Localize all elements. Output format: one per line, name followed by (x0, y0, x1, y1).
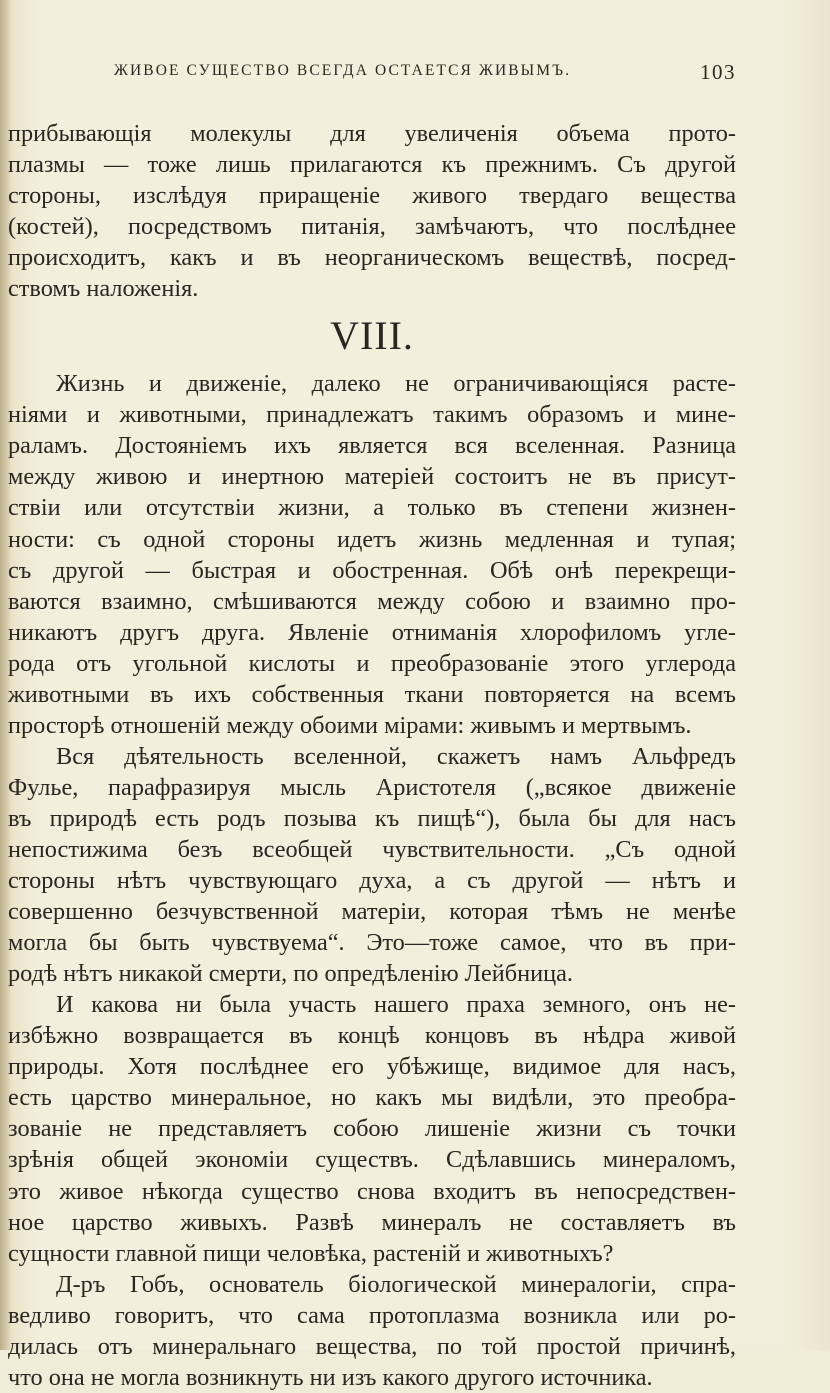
text-line: ности: съ одной стороны идетъ жизнь медленная и тупая; (8, 525, 736, 553)
text-line: избѣжно возвращается въ концѣ концовъ въ нѣдра живой (8, 1022, 736, 1050)
text-line: И какова ни была участь нашего праха земного, онъ не- (56, 991, 736, 1019)
text-line: ніями и животными, принадлежатъ такимъ образомъ и мине- (8, 401, 736, 429)
text-line: никаютъ другъ друга. Явленіе отниманія хлорофиломъ угле- (8, 618, 736, 646)
text-line: родѣ нѣтъ никакой смерти, по опредѣленію Лейбница. (8, 960, 573, 988)
page-number: 103 (700, 60, 736, 84)
text-line: дилась отъ минеральнаго вещества, по той простой причинѣ, (8, 1332, 736, 1360)
text-line: съ другой — быстрая и обостренная. Обѣ онѣ перекрещи- (8, 556, 736, 584)
text-line: совершенно безчувственной матеріи, которая тѣмъ не менѣе (8, 898, 736, 926)
text-line: плазмы — тоже лишь прилагаются къ прежнимъ. Съ другой (8, 151, 736, 179)
text-line: сущности главной пищи человѣка, растеній и животныхъ? (8, 1239, 614, 1267)
page-header (114, 62, 736, 90)
text-line: ствіи или отсутствіи жизни, а только въ степени жизнен- (8, 494, 736, 522)
text-line: стороны, изслѣдуя приращеніе живого твердаго вещества (8, 182, 736, 210)
text-line: стороны нѣтъ чувствующаго духа, а съ другой — нѣтъ и (8, 867, 736, 895)
text-line: рода отъ угольной кислоты и преобразованіе этого углерода (8, 649, 736, 677)
text-line: (костей), посредствомъ питанія, замѣчаютъ, что послѣднее (8, 213, 736, 241)
text-line: есть царство минеральное, но какъ мы видѣли, это преобра- (8, 1084, 736, 1112)
text-line: прибывающія молекулы для увеличенія объема прото- (8, 120, 736, 147)
text-line: Вся дѣятельность вселенной, скажетъ намъ Альфредъ (56, 742, 736, 770)
text-line: зрѣнія общей экономіи существъ. Сдѣлавшись минераломъ, (8, 1146, 736, 1174)
text-line: ствомъ наложенія. (8, 275, 199, 303)
text-line: это живое нѣкогда существо снова входитъ въ непосредствен- (8, 1177, 736, 1205)
text-line: природы. Хотя послѣднее его убѣжище, видимое для насъ, (8, 1053, 736, 1081)
running-title: ЖИВОЕ СУЩЕСТВО ВСЕГДА ОСТАЕТСЯ ЖИВЫМЪ. (114, 62, 572, 79)
text-line: что она не могла возникнуть ни изъ какого другого источника. (8, 1363, 653, 1391)
text-line: просторѣ отношеній между обоими мірами: живымъ и мертвымъ. (8, 711, 692, 739)
text-line: раламъ. Достояніемъ ихъ является вся вселенная. Разница (8, 432, 736, 460)
text-line: ваются взаимно, смѣшиваются между собою и взаимно про- (8, 587, 736, 615)
text-line: непостижима безъ всеобщей чувствительности. „Съ одной (8, 835, 736, 863)
text-line: могла бы быть чувствуема“. Это—тоже самое, что въ при- (8, 929, 736, 957)
body-text (8, 118, 736, 1393)
text-line: животными въ ихъ собственныя ткани повторяется на всемъ (8, 680, 736, 708)
text-line: Жизнь и движеніе, далеко не ограничивающіяся расте- (56, 370, 736, 398)
text-line: ведливо говоритъ, что сама протоплазма возникла или ро- (8, 1301, 736, 1329)
text-line: зованіе не представляетъ собою лишеніе жизни съ точки (8, 1115, 736, 1143)
text-line: въ природѣ есть родъ позыва къ пищѣ“), была бы для насъ (8, 804, 736, 832)
text-line: происходитъ, какъ и въ неорганическомъ веществѣ, посред- (8, 244, 736, 272)
text-line: Д-ръ Гобъ, основатель біологической минералогіи, спра- (56, 1270, 736, 1298)
text-line: между живою и инертною матеріей состоитъ не въ присут- (8, 463, 736, 491)
text-line: Фулье, парафразируя мысль Аристотеля („всякое движеніе (8, 773, 736, 801)
section-heading: VIII. (330, 313, 414, 359)
text-line: ное царство живыхъ. Развѣ минералъ не составляетъ въ (8, 1208, 736, 1236)
